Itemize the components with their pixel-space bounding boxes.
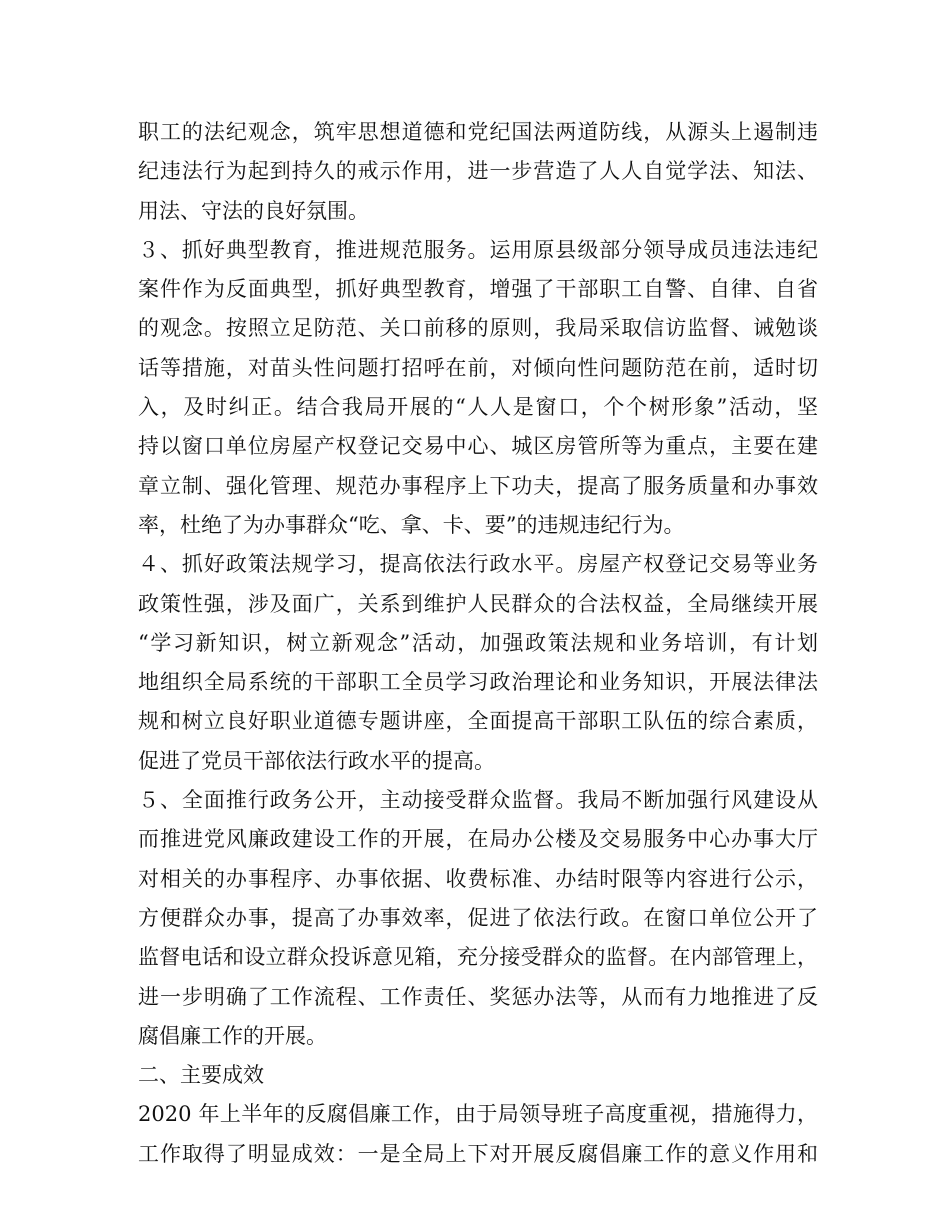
text-line: “学习新知识，树立新观念”活动，加强政策法规和业务培训，有计划 [138, 630, 818, 655]
text-line: 话等措施，对苗头性问题打招呼在前，对倾向性问题防范在前，适时切 [138, 355, 818, 380]
section-heading: 二、主要成效 [138, 1063, 264, 1088]
text-line: 案件作为反面典型，抓好典型教育，增强了干部职工自警、自律、自省 [138, 277, 818, 302]
text-line: 政策性强，涉及面广，关系到维护人民群众的合法权益，全局继续开展 [138, 591, 818, 616]
text-line: 腐倡廉工作的开展。 [138, 1023, 327, 1048]
text-line: 入，及时纠正。结合我局开展的“人人是窗口，个个树形象”活动，坚 [138, 395, 818, 420]
text-line: 规和树立良好职业道德专题讲座，全面提高干部职工队伍的综合素质， [138, 709, 818, 734]
text-line: 用法、守法的良好氛围。 [138, 198, 369, 223]
text-line: 促进了党员干部依法行政水平的提高。 [138, 748, 495, 773]
text-line: ４、抓好政策法规学习，提高依法行政水平。房屋产权登记交易等业务 [138, 552, 818, 577]
text-line: 对相关的办事程序、办事依据、收费标准、办结时限等内容进行公示， [138, 866, 818, 891]
text-line: 章立制、强化管理、规范办事程序上下功夫，提高了服务质量和办事效 [138, 473, 818, 498]
text-line: 率，杜绝了为办事群众“吃、拿、卡、要”的违规违纪行为。 [138, 512, 685, 537]
text-line: 持以窗口单位房屋产权登记交易中心、城区房管所等为重点，主要在建 [138, 434, 818, 459]
text-line: 进一步明确了工作流程、工作责任、奖惩办法等，从而有力地推进了反 [138, 984, 818, 1009]
text-line: ５、全面推行政务公开，主动接受群众监督。我局不断加强行风建设从 [138, 788, 818, 813]
text-line: 的观念。按照立足防范、关口前移的原则，我局采取信访监督、诫勉谈 [138, 316, 818, 341]
text-line: 工作取得了明显成效：一是全局上下对开展反腐倡廉工作的意义作用和 [138, 1141, 818, 1166]
document-body [138, 113, 818, 1174]
text-line: 方便群众办事，提高了办事效率，促进了依法行政。在窗口单位公开了 [138, 905, 818, 930]
text-line: 职工的法纪观念，筑牢思想道德和党纪国法两道防线，从源头上遏制违 [138, 120, 818, 144]
text-line: 而推进党风廉政建设工作的开展，在局办公楼及交易服务中心办事大厅 [138, 827, 818, 852]
text-line: 地组织全局系统的干部职工全员学习政治理论和业务知识，开展法律法 [138, 670, 818, 695]
text-line: 监督电话和设立群众投诉意见箱，充分接受群众的监督。在内部管理上， [138, 945, 818, 970]
text-line: 纪违法行为起到持久的戒示作用，进一步营造了人人自觉学法、知法、 [138, 159, 818, 184]
text-line: 2020 年上半年的反腐倡廉工作，由于局领导班子高度重视，措施得力， [138, 1102, 818, 1127]
text-line: ３、抓好典型教育，推进规范服务。运用原县级部分领导成员违法违纪 [138, 237, 818, 262]
